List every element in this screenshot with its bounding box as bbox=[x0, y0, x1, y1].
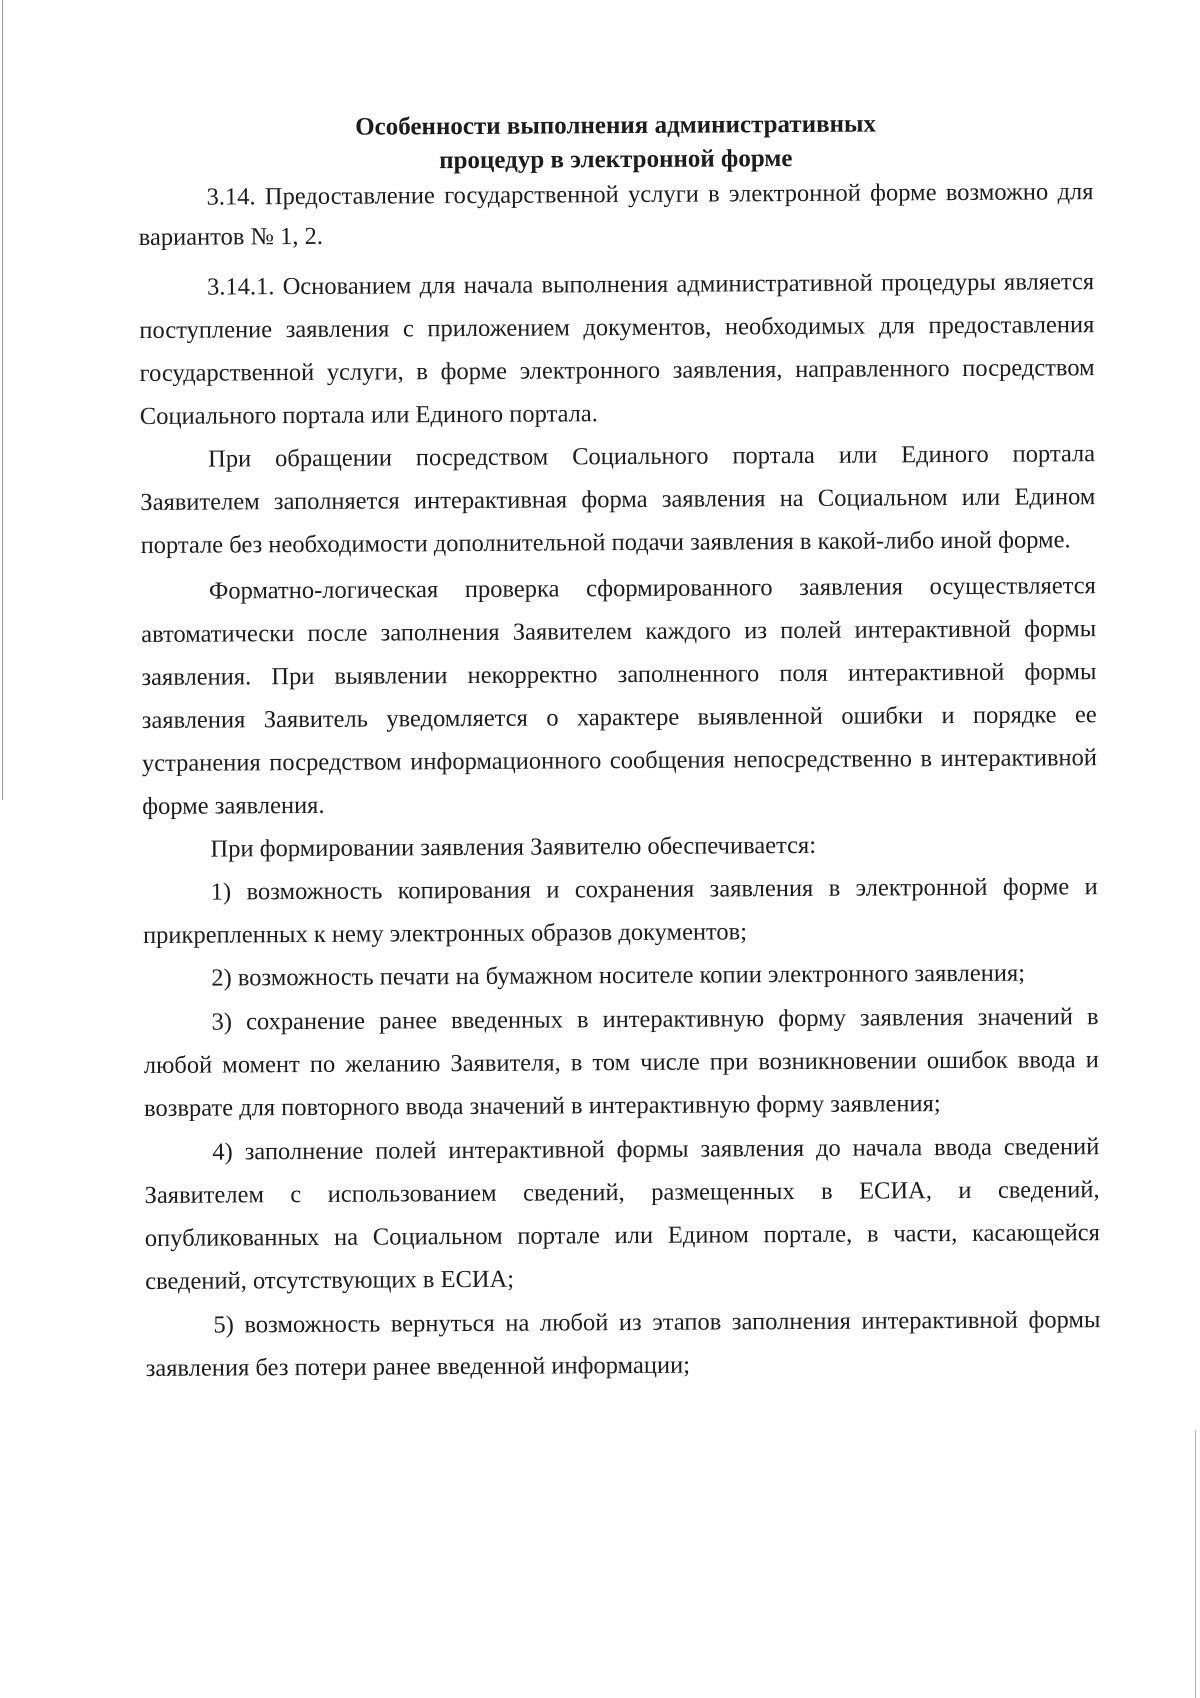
list-item-2: 2) возможность печати на бумажном носителе копии электронного заявления; bbox=[211, 959, 1026, 992]
paragraph-3-14: 3.14. Предоставление государственной услуги в электронной форме возможно для вариантов № 1, 2. bbox=[138, 178, 1094, 251]
section-heading-line-1: Особенности выполнения административных bbox=[355, 110, 877, 141]
paragraph-3-14-1: 3.14.1. Основанием для начала выполнения административной процедуры является поступление заявления с приложением документов, необходимых для предоставления государственной услуги, в форме электронного заявления, направленного посредством Социального портала или Единого портала. bbox=[139, 268, 1095, 430]
list-item-5: 5) возможность вернуться на любой из этапов заполнения интерактивной формы заявления без потери ранее введенной информации; bbox=[145, 1306, 1101, 1382]
list-item-4: 4) заполнение полей интерактивной формы заявления до начала ввода сведений Заявителем с использованием сведений, размещенных в ЕСИА, и сведений, опубликованных на Социальном портале или Едином портале, в части, касающейся сведений, отсутствующих в ЕСИА; bbox=[144, 1133, 1100, 1295]
list-item-1: 1) возможность копирования и сохранения заявления в электронной форме и прикрепленных к нему электронных образов документов; bbox=[142, 873, 1098, 949]
paragraph-portal-submission: При обращении посредством Социального портала или Единого портала Заявителем заполняется интерактивная форма заявления на Социальном или Едином портале без необходимости дополнительной подачи заявления в какой-либо иной форме. bbox=[140, 440, 1096, 559]
paragraph-format-check: Форматно-логическая проверка сформированного заявления осуществляется автоматически после заполнения Заявителем каждого из полей интерактивной формы заявления. При выявлении некорректно заполненного поля интерактивной формы заявления Заявитель уведомляется о характере выявленной ошибки и порядке ее устранения посредством информационного сообщения непосредственно в интерактивной форме заявления. bbox=[141, 572, 1098, 820]
section-heading-line-2: процедур в электронной форме bbox=[439, 145, 793, 175]
list-item-3: 3) сохранение ранее введенных в интерактивную форму заявления значений в любой момент по желанию Заявителя, в том числе при возникновении ошибок ввода и возврате для повторного ввода значений в интерактивную форму заявления; bbox=[143, 1003, 1099, 1122]
scan-edge-left bbox=[2, 0, 3, 800]
paragraph-provisions-intro: При формировании заявления Заявителю обеспечивается: bbox=[210, 831, 817, 863]
scan-edge-right bbox=[1195, 1430, 1196, 1698]
document-body bbox=[138, 106, 1101, 1390]
